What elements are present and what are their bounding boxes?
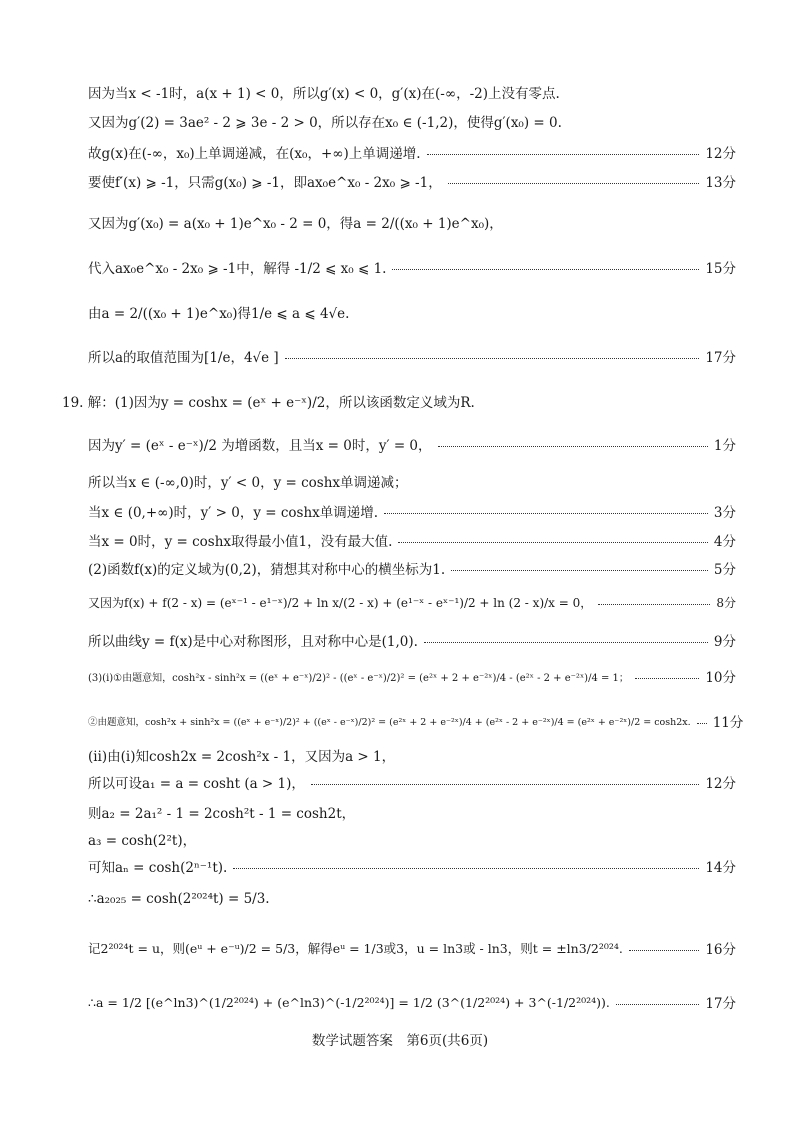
line-text: 记2²⁰²⁴t = u，则(eᵘ + e⁻ᵘ)/2 = 5/3，解得eᵘ = 1/3或3，u = ln3或 - ln3，则t = ±ln3/2²⁰²⁴. [88, 941, 623, 956]
line-6 [88, 257, 736, 277]
line-score: 12分 [705, 776, 736, 792]
leader-dots [697, 723, 707, 724]
line-text: 故g(x)在(-∞，x₀)上单调递减，在(x₀，+∞)上单调递增. [88, 146, 421, 162]
line-text: 所以当x ∈ (-∞,0)时，y′ < 0，y = coshx单调递减； [88, 475, 408, 491]
line-text: 由a = 2/((x₀ + 1)e^x₀)得1/e ⩽ a ⩽ 4√e. [88, 306, 350, 322]
line-text: (2)函数f(x)的定义域为(0,2)，猜想其对称中心的横坐标为1. [88, 562, 446, 578]
leader-dots [384, 513, 708, 514]
leader-dots [285, 358, 700, 359]
line-text: 要使f′(x) ⩾ -1，只需g(x₀) ⩾ -1，即ax₀e^x₀ - 2x₀ ⩾ -1， [88, 175, 442, 191]
leader-dots [598, 604, 710, 605]
line-score: 10分 [705, 670, 736, 686]
line-score: 3分 [713, 505, 736, 521]
line-text: 当x ∈ (0,+∞)时，y′ > 0，y = coshx单调递增. [88, 505, 379, 521]
line-score: 12分 [705, 146, 736, 162]
line-text: ∴a₂₀₂₅ = cosh(2²⁰²⁴t) = 5/3. [88, 891, 270, 907]
line-text: 则a₂ = 2a₁² - 1 = 2cosh²t - 1 = cosh2t， [88, 806, 356, 822]
line-score: 15分 [705, 261, 736, 277]
line-text: (3)(ⅰ)①由题意知，cosh²x - sinh²x = ((eˣ + e⁻ˣ)/2)² - ((eˣ - e⁻ˣ)/2)² = (e²ˣ + 2 + e⁻²ˣ)/4 - (e²ˣ - 2 + e⁻²ˣ)/4 = 1； [88, 672, 629, 684]
line-24 [88, 891, 736, 907]
line-text: 代入ax₀e^x₀ - 2x₀ ⩾ -1中，解得 -1/2 ⩽ x₀ ⩽ 1. [88, 261, 387, 277]
line-score: 17分 [705, 350, 736, 366]
line-15 [88, 594, 736, 611]
line-score: 4分 [713, 534, 736, 550]
line-text: 因为当x < -1时，a(x + 1) < 0，所以g′(x) < 0，g′(x)在(-∞，-2)上没有零点. [88, 86, 560, 102]
leader-dots [451, 570, 708, 571]
line-26 [88, 992, 736, 1012]
line-13 [88, 530, 736, 550]
line-2 [88, 111, 736, 131]
line-score: 9分 [713, 634, 736, 650]
line-text: 所以a的取值范围为[1/e，4√e ] [88, 350, 279, 366]
line-14 [88, 558, 736, 578]
line-16 [88, 630, 736, 650]
line-1 [88, 82, 736, 102]
line-20 [88, 772, 736, 792]
leader-dots [427, 154, 700, 155]
line-text: 又因为g′(x₀) = a(x₀ + 1)e^x₀ - 2 = 0，得a = 2/((x₀ + 1)e^x₀)， [88, 216, 503, 232]
line-11 [88, 471, 736, 491]
leader-dots [424, 642, 708, 643]
leader-dots [311, 784, 699, 785]
line-8 [88, 346, 736, 366]
line-22 [88, 829, 736, 849]
leader-dots [616, 1004, 699, 1005]
line-text: a₃ = cosh(2²t)， [88, 833, 197, 849]
line-text: ∴a = 1/2 [(e^ln3)^(1/2²⁰²⁴) + (e^ln3)^(-1/2²⁰²⁴)] = 1/2 (3^(1/2²⁰²⁴) + 3^(-1/2²⁰²⁴)). [88, 994, 610, 1010]
line-text: 可知aₙ = cosh(2ⁿ⁻¹t). [88, 860, 228, 876]
line-text: 又因为f(x) + f(2 - x) = (eˣ⁻¹ - e¹⁻ˣ)/2 + ln x/(2 - x) + (e¹⁻ˣ - eˣ⁻¹)/2 + ln (2 - x)/x = 0， [88, 596, 593, 610]
line-score: 16分 [705, 942, 736, 958]
line-text: 又因为g′(2) = 3ae² - 2 ⩾ 3e - 2 > 0，所以存在x₀ ∈ (-1,2)，使得g′(x₀) = 0. [88, 115, 562, 131]
line-text: 所以可设a₁ = a = cosht (a > 1)， [88, 776, 305, 792]
line-score: 11分 [712, 715, 744, 731]
line-3 [88, 142, 736, 162]
line-text: (ⅱ)由(ⅰ)知cosh2x = 2cosh²x - 1，又因为a > 1， [88, 749, 396, 765]
leader-dots [398, 542, 707, 543]
line-5 [88, 212, 736, 232]
page-footer: 数学试题答案 第6页(共6页) [311, 1033, 489, 1049]
line-18 [88, 711, 744, 731]
line-score: 8分 [716, 596, 736, 610]
line-10 [88, 434, 736, 454]
leader-dots [448, 183, 700, 184]
line-score: 1分 [713, 438, 736, 454]
line-score: 14分 [705, 860, 736, 876]
leader-dots [635, 678, 699, 679]
line-7 [88, 302, 736, 322]
line-19 [88, 745, 736, 765]
line-text: 因为y′ = (eˣ - e⁻ˣ)/2 为增函数，且当x = 0时，y′ = 0， [88, 438, 432, 454]
line-score: 5分 [713, 562, 736, 578]
line-4 [88, 171, 736, 191]
line-score: 13分 [705, 175, 736, 191]
line-text: 所以曲线y = f(x)是中心对称图形，且对称中心是(1,0). [88, 634, 418, 650]
leader-dots [629, 950, 699, 951]
leader-dots [233, 868, 699, 869]
line-score: 17分 [705, 996, 736, 1012]
line-21 [88, 802, 736, 822]
leader-dots [392, 269, 699, 270]
line-text: 当x = 0时，y = coshx取得最小值1，没有最大值. [88, 534, 393, 550]
line-25 [88, 938, 736, 958]
line-17 [88, 666, 736, 686]
line-12 [88, 501, 736, 521]
line-23 [88, 856, 736, 876]
line-text: 19. 解：(1)因为y = coshx = (eˣ + e⁻ˣ)/2，所以该函数定义域为R. [62, 395, 475, 411]
problem-19-heading [62, 391, 736, 411]
leader-dots [438, 446, 708, 447]
line-text: ②由题意知，cosh²x + sinh²x = ((eˣ + e⁻ˣ)/2)² + ((eˣ - e⁻ˣ)/2)² = (e²ˣ + 2 + e⁻²ˣ)/4 + (e²ˣ - 2 + e⁻²ˣ)/4 = (e²ˣ + e⁻²ˣ)/2 = cosh2x. [88, 717, 691, 728]
